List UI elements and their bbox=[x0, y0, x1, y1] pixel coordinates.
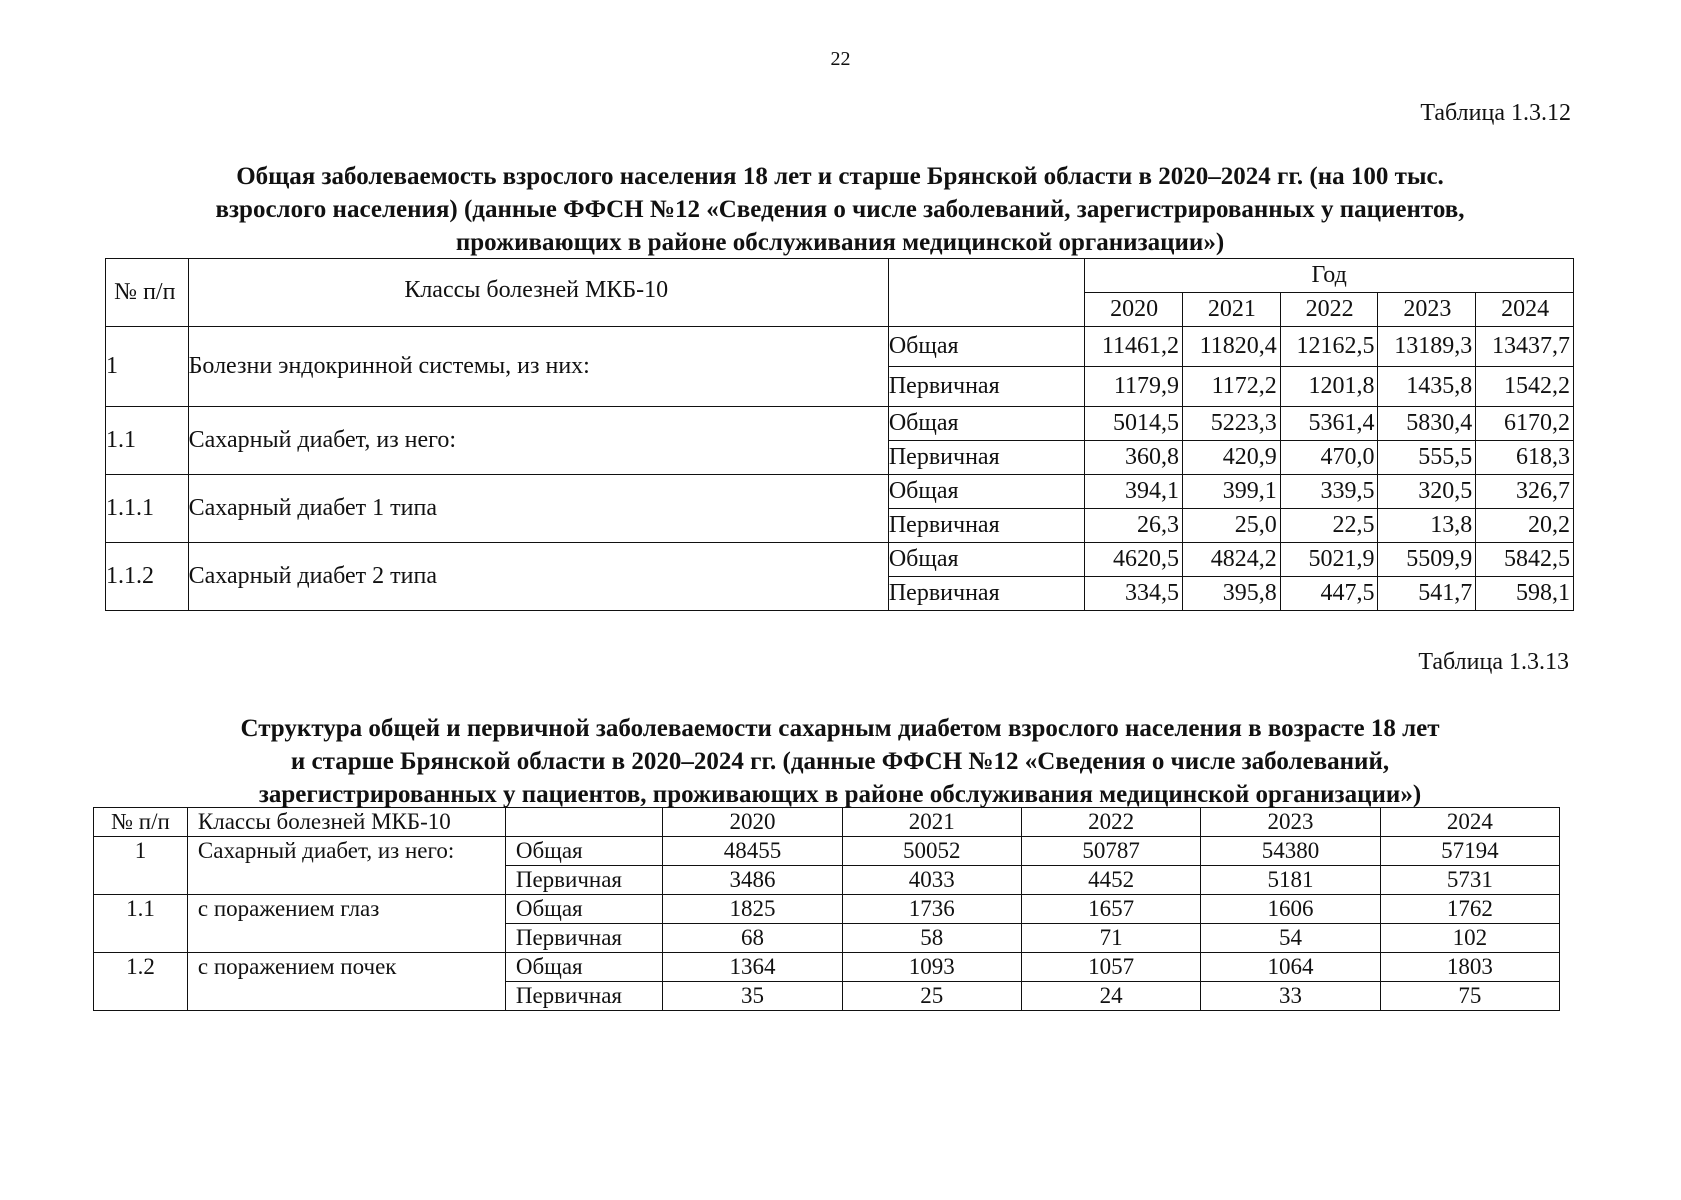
value-cell: 1825 bbox=[663, 895, 842, 924]
value-cell: 3486 bbox=[663, 866, 842, 895]
value-cell: 13189,3 bbox=[1378, 327, 1476, 367]
value-cell: 541,7 bbox=[1378, 577, 1476, 611]
header-classes: Классы болезней МКБ-10 bbox=[187, 808, 505, 837]
value-cell: 1201,8 bbox=[1280, 367, 1378, 407]
row-num: 1.1 bbox=[94, 895, 188, 953]
header-year-cell: 2024 bbox=[1476, 293, 1574, 327]
value-cell: 26,3 bbox=[1085, 509, 1183, 543]
table-row bbox=[106, 407, 1574, 441]
row-type-general: Общая bbox=[505, 953, 662, 982]
value-cell: 102 bbox=[1380, 924, 1559, 953]
table1-title-line: взрослого населения) (данные ФФСН №12 «Сведения о числе заболеваний, зарегистрированных у пациентов, bbox=[215, 196, 1465, 223]
value-cell: 75 bbox=[1380, 982, 1559, 1011]
row-name: Сахарный диабет, из него: bbox=[187, 837, 505, 895]
row-type-general: Общая bbox=[888, 475, 1084, 509]
header-year-cell: 2023 bbox=[1201, 808, 1380, 837]
value-cell: 1803 bbox=[1380, 953, 1559, 982]
value-cell: 25,0 bbox=[1183, 509, 1281, 543]
value-cell: 48455 bbox=[663, 837, 842, 866]
value-cell: 58 bbox=[842, 924, 1021, 953]
value-cell: 447,5 bbox=[1280, 577, 1378, 611]
table1-title-line: проживающих в районе обслуживания медицинской организации») bbox=[455, 229, 1225, 256]
value-cell: 470,0 bbox=[1280, 441, 1378, 475]
value-cell: 11461,2 bbox=[1085, 327, 1183, 367]
value-cell: 555,5 bbox=[1378, 441, 1476, 475]
value-cell: 71 bbox=[1021, 924, 1200, 953]
value-cell: 1762 bbox=[1380, 895, 1559, 924]
value-cell: 68 bbox=[663, 924, 842, 953]
page-number: 22 bbox=[830, 48, 851, 70]
value-cell: 1172,2 bbox=[1183, 367, 1281, 407]
value-cell: 1057 bbox=[1021, 953, 1200, 982]
value-cell: 24 bbox=[1021, 982, 1200, 1011]
row-type-primary: Первичная bbox=[505, 982, 662, 1011]
value-cell: 5731 bbox=[1380, 866, 1559, 895]
row-name: Сахарный диабет 1 типа bbox=[188, 475, 888, 543]
row-type-primary: Первичная bbox=[888, 577, 1084, 611]
value-cell: 22,5 bbox=[1280, 509, 1378, 543]
value-cell: 1179,9 bbox=[1085, 367, 1183, 407]
row-type-general: Общая bbox=[888, 407, 1084, 441]
value-cell: 35 bbox=[663, 982, 842, 1011]
row-type-general: Общая bbox=[505, 895, 662, 924]
value-cell: 1064 bbox=[1201, 953, 1380, 982]
value-cell: 598,1 bbox=[1476, 577, 1574, 611]
value-cell: 1657 bbox=[1021, 895, 1200, 924]
value-cell: 6170,2 bbox=[1476, 407, 1574, 441]
header-year-cell: 2020 bbox=[1085, 293, 1183, 327]
value-cell: 5842,5 bbox=[1476, 543, 1574, 577]
value-cell: 618,3 bbox=[1476, 441, 1574, 475]
table-row bbox=[94, 895, 1560, 924]
header-year-cell: 2022 bbox=[1021, 808, 1200, 837]
row-num: 1.1 bbox=[106, 407, 189, 475]
table2-title-line: Структура общей и первичной заболеваемости сахарным диабетом взрослого населения в возрасте 18 лет bbox=[240, 715, 1440, 742]
value-cell: 1542,2 bbox=[1476, 367, 1574, 407]
row-name: с поражением глаз bbox=[187, 895, 505, 953]
row-name: Болезни эндокринной системы, из них: bbox=[188, 327, 888, 407]
table2-title-line: и старше Брянской области в 2020–2024 гг. (данные ФФСН №12 «Сведения о числе заболеваний, bbox=[290, 748, 1390, 775]
value-cell: 4452 bbox=[1021, 866, 1200, 895]
value-cell: 25 bbox=[842, 982, 1021, 1011]
value-cell: 57194 bbox=[1380, 837, 1559, 866]
header-year-cell: 2021 bbox=[842, 808, 1021, 837]
value-cell: 4824,2 bbox=[1183, 543, 1281, 577]
header-year-cell: 2024 bbox=[1380, 808, 1559, 837]
row-type-general: Общая bbox=[888, 543, 1084, 577]
value-cell: 50052 bbox=[842, 837, 1021, 866]
row-num: 1.1.1 bbox=[106, 475, 189, 543]
value-cell: 1736 bbox=[842, 895, 1021, 924]
value-cell: 20,2 bbox=[1476, 509, 1574, 543]
value-cell: 5830,4 bbox=[1378, 407, 1476, 441]
value-cell: 360,8 bbox=[1085, 441, 1183, 475]
value-cell: 5014,5 bbox=[1085, 407, 1183, 441]
value-cell: 1364 bbox=[663, 953, 842, 982]
header-empty bbox=[505, 808, 662, 837]
header-year-cell: 2021 bbox=[1183, 293, 1281, 327]
value-cell: 5021,9 bbox=[1280, 543, 1378, 577]
value-cell: 395,8 bbox=[1183, 577, 1281, 611]
row-name: Сахарный диабет, из него: bbox=[188, 407, 888, 475]
value-cell: 1093 bbox=[842, 953, 1021, 982]
value-cell: 54 bbox=[1201, 924, 1380, 953]
table1-label: Таблица 1.3.12 bbox=[1420, 100, 1571, 126]
table2-title-line: зарегистрированных у пациентов, проживающих в районе обслуживания медицинской организации») bbox=[258, 781, 1422, 808]
table-row bbox=[106, 327, 1574, 367]
table1-title-line: Общая заболеваемость взрослого населения 18 лет и старше Брянской области в 2020–2024 гг. (на 100 тыс. bbox=[236, 163, 1444, 190]
table2-label: Таблица 1.3.13 bbox=[1418, 649, 1569, 675]
value-cell: 5509,9 bbox=[1378, 543, 1476, 577]
row-type-primary: Первичная bbox=[505, 924, 662, 953]
row-type-primary: Первичная bbox=[888, 441, 1084, 475]
value-cell: 5223,3 bbox=[1183, 407, 1281, 441]
value-cell: 320,5 bbox=[1378, 475, 1476, 509]
header-year: Год bbox=[1085, 259, 1574, 293]
value-cell: 13437,7 bbox=[1476, 327, 1574, 367]
row-name: Сахарный диабет 2 типа bbox=[188, 543, 888, 611]
row-num: 1 bbox=[94, 837, 188, 895]
table-row bbox=[94, 953, 1560, 982]
value-cell: 5181 bbox=[1201, 866, 1380, 895]
value-cell: 339,5 bbox=[1280, 475, 1378, 509]
table1-title bbox=[90, 160, 1590, 259]
row-num: 1.2 bbox=[94, 953, 188, 1011]
header-year-cell: 2020 bbox=[663, 808, 842, 837]
value-cell: 420,9 bbox=[1183, 441, 1281, 475]
value-cell: 4620,5 bbox=[1085, 543, 1183, 577]
value-cell: 399,1 bbox=[1183, 475, 1281, 509]
value-cell: 12162,5 bbox=[1280, 327, 1378, 367]
header-year-cell: 2023 bbox=[1378, 293, 1476, 327]
value-cell: 13,8 bbox=[1378, 509, 1476, 543]
value-cell: 11820,4 bbox=[1183, 327, 1281, 367]
value-cell: 4033 bbox=[842, 866, 1021, 895]
table-row bbox=[106, 475, 1574, 509]
value-cell: 54380 bbox=[1201, 837, 1380, 866]
value-cell: 334,5 bbox=[1085, 577, 1183, 611]
header-num: № п/п bbox=[94, 808, 188, 837]
row-type-primary: Первичная bbox=[888, 367, 1084, 407]
value-cell: 50787 bbox=[1021, 837, 1200, 866]
value-cell: 1435,8 bbox=[1378, 367, 1476, 407]
row-type-primary: Первичная bbox=[505, 866, 662, 895]
value-cell: 5361,4 bbox=[1280, 407, 1378, 441]
value-cell: 326,7 bbox=[1476, 475, 1574, 509]
table2 bbox=[93, 807, 1560, 1011]
row-type-primary: Первичная bbox=[888, 509, 1084, 543]
value-cell: 1606 bbox=[1201, 895, 1380, 924]
row-type-general: Общая bbox=[505, 837, 662, 866]
table2-title bbox=[90, 712, 1590, 811]
row-num: 1 bbox=[106, 327, 189, 407]
table-row bbox=[94, 808, 1560, 837]
table-row bbox=[94, 837, 1560, 866]
row-name: с поражением почек bbox=[187, 953, 505, 1011]
table-row bbox=[106, 543, 1574, 577]
value-cell: 394,1 bbox=[1085, 475, 1183, 509]
header-classes: Классы болезней МКБ-10 bbox=[188, 259, 888, 327]
table1 bbox=[105, 258, 1574, 611]
row-num: 1.1.2 bbox=[106, 543, 189, 611]
header-year-cell: 2022 bbox=[1280, 293, 1378, 327]
value-cell: 33 bbox=[1201, 982, 1380, 1011]
row-type-general: Общая bbox=[888, 327, 1084, 367]
header-num: № п/п bbox=[106, 259, 189, 327]
header-empty bbox=[888, 259, 1084, 327]
